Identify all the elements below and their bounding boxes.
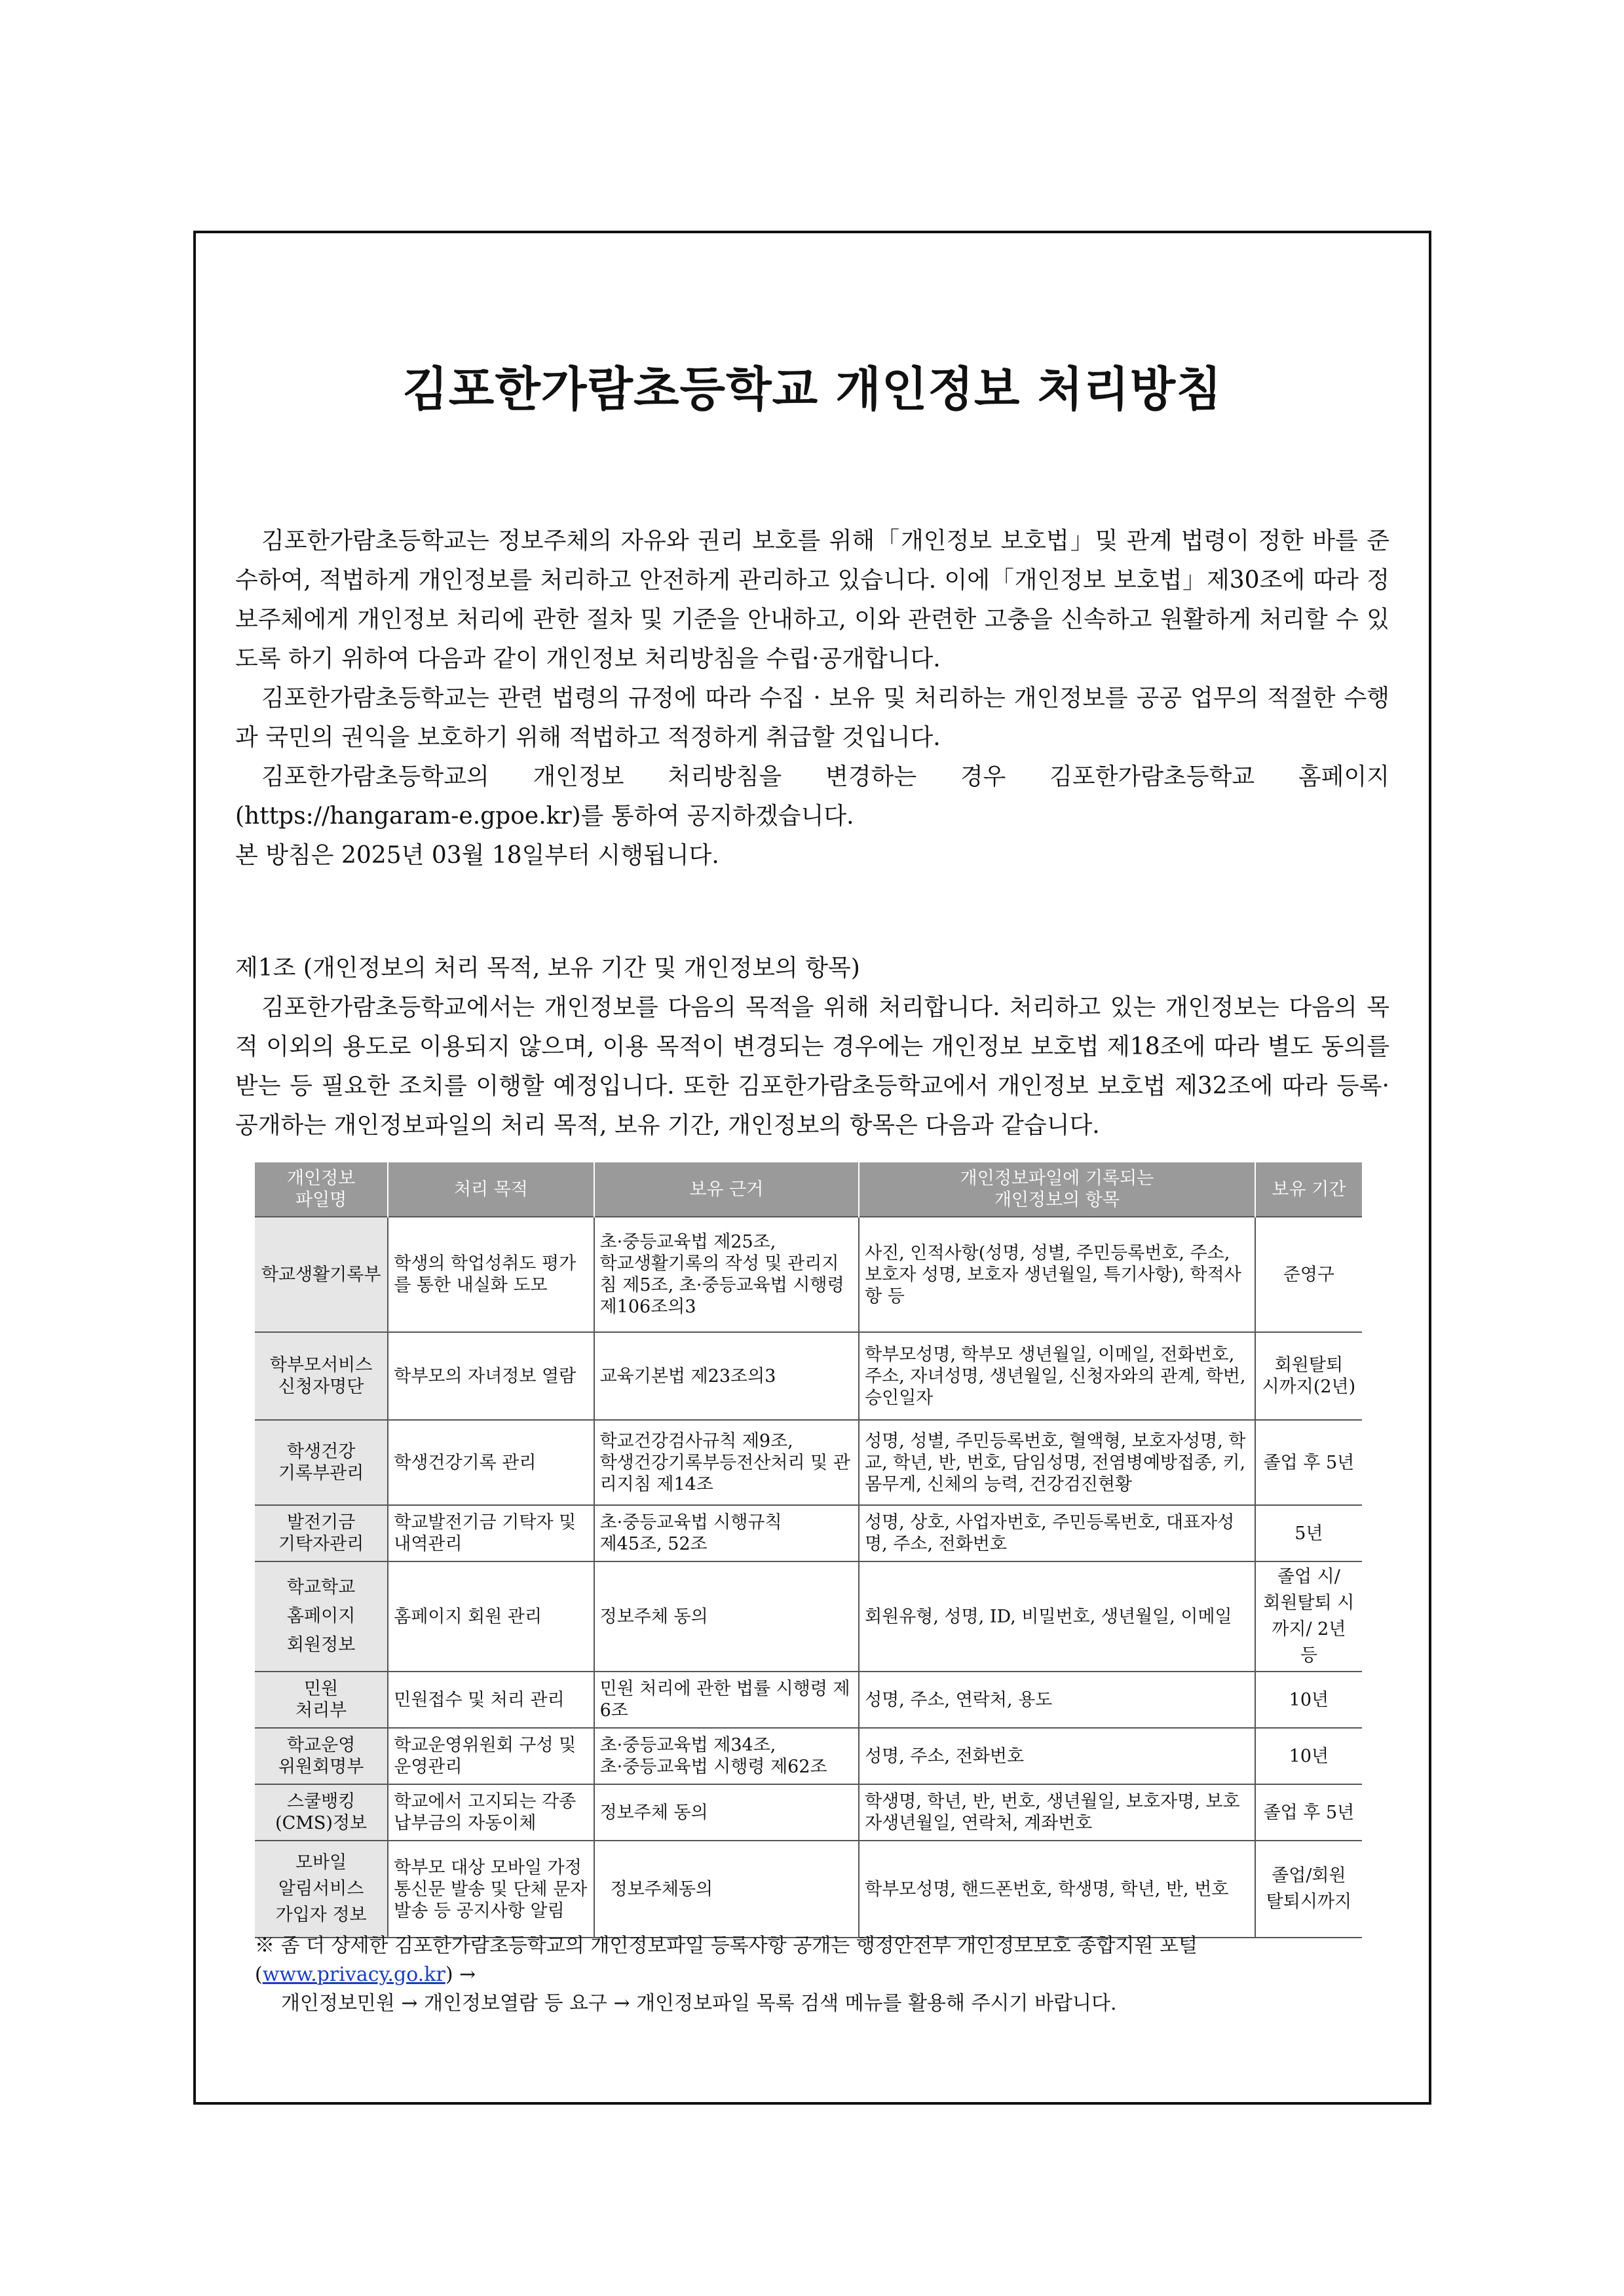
table-body [255, 1217, 1362, 1938]
cell-basis: 초·중등교육법 제34조, 초·중등교육법 시행령 제62조 [594, 1728, 859, 1784]
footnote-line-2: 개인정보민원 → 개인정보열람 등 요구 → 개인정보파일 목록 검색 메뉴를 활용해 주시기 바랍니다. [281, 1992, 1117, 2015]
table-row [255, 1217, 1362, 1332]
header-items: 개인정보파일에 기록되는 개인정보의 항목 [859, 1162, 1255, 1217]
header-basis: 보유 근거 [594, 1162, 859, 1217]
table-row [255, 1561, 1362, 1672]
footnote [255, 1932, 1389, 2018]
table-row [255, 1784, 1362, 1841]
cell-file-name: 스쿨뱅킹 (CMS)정보 [255, 1784, 388, 1841]
cell-period: 5년 [1255, 1505, 1362, 1561]
cell-basis: 초·중등교육법 제25조, 학교생활기록의 작성 및 관리지침 제5조, 초·중등교육법 시행령 제106조의3 [594, 1217, 859, 1332]
article-1 [235, 949, 1389, 1145]
header-period: 보유 기간 [1255, 1162, 1362, 1217]
cell-purpose: 학부모의 자녀정보 열람 [388, 1332, 594, 1420]
cell-period: 졸업 후 5년 [1255, 1784, 1362, 1841]
cell-purpose: 민원접수 및 처리 관리 [388, 1672, 594, 1728]
table-row [255, 1332, 1362, 1420]
page-title: 김포한가람초등학교 개인정보 처리방침 [402, 362, 1222, 417]
cell-file-name: 학부모서비스 신청자명단 [255, 1332, 388, 1420]
intro-paragraph-2: 김포한가람초등학교는 관련 법령의 규정에 따라 수집 · 보유 및 처리하는 개인정보를 공공 업무의 적절한 수행과 국민의 권익을 보호하기 위해 적법하고 적정하게 취급할 것입니다. [235, 685, 1389, 751]
cell-purpose: 홈페이지 회원 관리 [388, 1561, 594, 1672]
cell-purpose: 학교운영위원회 구성 및 운영관리 [388, 1728, 594, 1784]
document-frame [193, 231, 1431, 2105]
header-purpose: 처리 목적 [388, 1162, 594, 1217]
cell-file-name: 민원 처리부 [255, 1672, 388, 1728]
intro-paragraph-3: 김포한가람초등학교의 개인정보 처리방침을 변경하는 경우 김포한가람초등학교 홈페이지 (https://hangaram-e.gpoe.kr)를 통하여 공지하겠습니다. [235, 763, 1389, 830]
cell-basis: 학교건강검사규칙 제9조, 학생건강기록부등전산처리 및 관리지침 제14조 [594, 1420, 859, 1505]
cell-period: 졸업 후 5년 [1255, 1420, 1362, 1505]
personal-info-file-table [255, 1162, 1362, 1938]
cell-file-name: 학교생활기록부 [255, 1217, 388, 1332]
header-file-name: 개인정보 파일명 [255, 1162, 388, 1217]
footnote-text-post: ) → [445, 1963, 476, 1986]
cell-period: 10년 [1255, 1672, 1362, 1728]
cell-period: 준영구 [1255, 1217, 1362, 1332]
effective-date: 본 방침은 2025년 03월 18일부터 시행됩니다. [235, 842, 719, 869]
cell-basis: 정보주체동의 [594, 1841, 859, 1938]
table-row [255, 1505, 1362, 1561]
cell-basis: 민원 처리에 관한 법률 시행령 제6조 [594, 1672, 859, 1728]
cell-basis: 초·중등교육법 시행규칙 제45조, 52조 [594, 1505, 859, 1561]
cell-items: 성명, 주소, 연락처, 용도 [859, 1672, 1255, 1728]
cell-period: 10년 [1255, 1728, 1362, 1784]
cell-items: 회원유형, 성명, ID, 비밀번호, 생년월일, 이메일 [859, 1561, 1255, 1672]
footnote-text-pre: ※ 좀 더 상세한 김포한가람초등학교의 개인정보파일 등록사항 공개는 행정안전부 개인정보보호 종합지원 포털( [255, 1934, 1198, 1986]
cell-period: 졸업 시/ 회원탈퇴 시 까지/ 2년 등 [1255, 1561, 1362, 1672]
article-1-text: 김포한가람초등학교에서는 개인정보를 다음의 목적을 위해 처리합니다. 처리하고 있는 개인정보는 다음의 목적 이외의 용도로 이용되지 않으며, 이용 목적이 변경되는 경우에는 개인정보 보호법 제18조에 따라 별도 동의를 받는 등 필요한 조치를 이행할 예정입니다. 또한 김포한가람초등학교에서 개인정보 보호법 제32조에 따라 등록·공개하는 개인정보파일의 처리 목적, 보유 기간, 개인정보의 항목은 다음과 같습니다. [235, 994, 1389, 1139]
table-row [255, 1672, 1362, 1728]
cell-items: 성명, 주소, 전화번호 [859, 1728, 1255, 1784]
table-row [255, 1728, 1362, 1784]
cell-period: 회원탈퇴 시까지(2년) [1255, 1332, 1362, 1420]
cell-file-name: 학교운영 위원회명부 [255, 1728, 388, 1784]
footnote-line-1 [255, 1932, 1389, 1989]
article-1-heading: 제1조 (개인정보의 처리 목적, 보유 기간 및 개인정보의 항목) [235, 955, 860, 982]
cell-items: 학생명, 학년, 반, 번호, 생년월일, 보호자명, 보호자생년월일, 연락처, 계좌번호 [859, 1784, 1255, 1841]
cell-items: 성명, 성별, 주민등록번호, 혈액형, 보호자성명, 학교, 학년, 반, 번호, 담임성명, 전염병예방접종, 키, 몸무게, 신체의 능력, 건강검진현황 [859, 1420, 1255, 1505]
intro-paragraph-1: 김포한가람초등학교는 정보주체의 자유와 권리 보호를 위해「개인정보 보호법」및 관계 법령이 정한 바를 준수하여, 적법하게 개인정보를 처리하고 안전하게 관리하고 있습니다. 이에「개인정보 보호법」제30조에 따라 정보주체에게 개인정보 처리에 관한 절차 및 기준을 안내하고, 이와 관련한 고충을 신속하고 원활하게 처리할 수 있도록 하기 위하여 다음과 같이 개인정보 처리방침을 수립·공개합니다. [235, 527, 1389, 672]
cell-basis: 정보주체 동의 [594, 1784, 859, 1841]
cell-basis: 정보주체 동의 [594, 1561, 859, 1672]
cell-file-name: 발전기금 기탁자관리 [255, 1505, 388, 1561]
cell-basis: 교육기본법 제23조의3 [594, 1332, 859, 1420]
table-header-row [255, 1162, 1362, 1217]
cell-purpose: 학교발전기금 기탁자 및 내역관리 [388, 1505, 594, 1561]
cell-purpose: 학교에서 고지되는 각종 납부금의 자동이체 [388, 1784, 594, 1841]
table-row [255, 1841, 1362, 1938]
cell-items: 사진, 인적사항(성명, 성별, 주민등록번호, 주소, 보호자 성명, 보호자 생년월일, 특기사항), 학적사항 등 [859, 1217, 1255, 1332]
cell-items: 성명, 상호, 사업자번호, 주민등록번호, 대표자성명, 주소, 전화번호 [859, 1505, 1255, 1561]
cell-items: 학부모성명, 학부모 생년월일, 이메일, 전화번호, 주소, 자녀성명, 생년월일, 신청자와의 관계, 학번, 승인일자 [859, 1332, 1255, 1420]
intro-section [235, 522, 1389, 875]
cell-items: 학부모성명, 핸드폰번호, 학생명, 학년, 반, 번호 [859, 1841, 1255, 1938]
cell-file-name: 학교학교 홈페이지 회원정보 [255, 1561, 388, 1672]
privacy-portal-link[interactable]: www.privacy.go.kr [262, 1963, 445, 1986]
cell-file-name: 학생건강 기록부관리 [255, 1420, 388, 1505]
table-row [255, 1420, 1362, 1505]
cell-purpose: 학부모 대상 모바일 가정통신문 발송 및 단체 문자발송 등 공지사항 알림 [388, 1841, 594, 1938]
cell-purpose: 학생의 학업성취도 평가를 통한 내실화 도모 [388, 1217, 594, 1332]
cell-purpose: 학생건강기록 관리 [388, 1420, 594, 1505]
cell-file-name: 모바일 알림서비스 가입자 정보 [255, 1841, 388, 1938]
cell-period: 졸업/회원 탈퇴시까지 [1255, 1841, 1362, 1938]
